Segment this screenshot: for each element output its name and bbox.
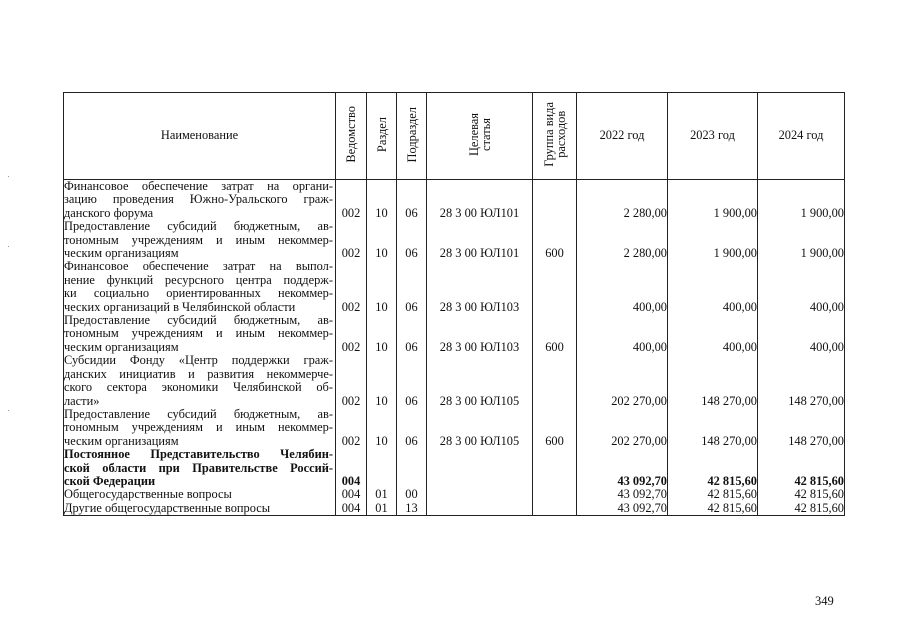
row-expense-group [533,488,577,501]
row-expense-group: 600 [533,220,577,260]
row-subsection: 06 [397,180,427,221]
row-name-line: данского форума [64,205,154,220]
row-name-line: Предоставление субсидий бюджетным, ав- [64,406,333,421]
row-amount-2023: 148 270,00 [668,408,758,448]
row-name [64,260,336,314]
table-row [64,408,845,448]
row-amount-2023: 1 900,00 [668,180,758,221]
row-dept: 002 [336,220,367,260]
row-amount-2022: 400,00 [577,260,668,314]
row-subsection: 06 [397,314,427,354]
row-name-line: ческим организациям [64,433,179,448]
row-name-line: данских инициатив и развития некоммерче- [64,366,333,381]
row-section: 10 [367,180,397,221]
row-target-article: 28 3 00 ЮЛ105 [427,408,533,448]
row-dept: 002 [336,314,367,354]
row-amount-2024: 42 815,60 [758,502,845,516]
table-row [64,260,845,314]
row-target-article [427,448,533,488]
row-amount-2024: 400,00 [758,260,845,314]
scan-speck [8,246,9,247]
row-name-line: Финансовое обеспечение затрат на органи- [64,179,333,193]
budget-table [63,92,845,516]
row-amount-2022: 2 280,00 [577,220,668,260]
row-amount-2022: 2 280,00 [577,180,668,221]
page-number: 349 [815,594,834,608]
row-name [64,408,336,448]
header-2024: 2024 год [758,93,845,180]
row-name-line: ки социально ориентированных некоммер- [64,286,333,301]
row-name-line: ской Федерации [64,473,156,488]
row-target-article [427,502,533,516]
row-name-line: ческим организациям [64,339,179,354]
row-section: 10 [367,260,397,314]
row-amount-2023: 400,00 [668,314,758,354]
row-amount-2024: 148 270,00 [758,408,845,448]
row-dept: 004 [336,502,367,516]
row-name [64,448,336,488]
row-section: 10 [367,220,397,260]
table-row [64,488,845,501]
row-name-line: зацию проведения Южно-Уральского граж- [64,192,333,207]
row-section: 01 [367,488,397,501]
row-amount-2022: 202 270,00 [577,408,668,448]
row-name-line: ской области при Правительстве Россий- [64,460,333,475]
row-name [64,220,336,260]
table-row [64,354,845,408]
header-subsection: Подраздел [397,93,427,180]
row-target-article: 28 3 00 ЮЛ101 [427,180,533,221]
row-target-article: 28 3 00 ЮЛ103 [427,260,533,314]
row-name [64,354,336,408]
header-expense-group: Группа вида расходов [533,93,577,180]
row-expense-group [533,502,577,516]
header-target-article: Целевая статья [427,93,533,180]
row-dept: 004 [336,448,367,488]
table-row [64,502,845,516]
row-amount-2024: 148 270,00 [758,354,845,408]
row-amount-2023: 42 815,60 [668,488,758,501]
row-target-article: 28 3 00 ЮЛ105 [427,354,533,408]
row-expense-group [533,448,577,488]
row-expense-group: 600 [533,314,577,354]
table-row [64,180,845,221]
row-name [64,488,336,501]
row-name-line: тономным учреждениям и иным некоммер- [64,420,333,435]
row-amount-2023: 400,00 [668,260,758,314]
row-section [367,448,397,488]
row-subsection: 00 [397,488,427,501]
row-expense-group [533,180,577,221]
row-name [64,314,336,354]
row-name-line: Другие общегосударственные вопросы [64,500,271,515]
table-row [64,220,845,260]
row-name-line: тономным учреждениям и иным некоммер- [64,326,333,341]
row-name-line: Предоставление субсидий бюджетным, ав- [64,219,333,234]
row-dept: 002 [336,408,367,448]
row-subsection: 06 [397,260,427,314]
row-target-article: 28 3 00 ЮЛ103 [427,314,533,354]
row-amount-2023: 1 900,00 [668,220,758,260]
row-name-line: ского сектора экономики Челябинской об- [64,380,333,395]
table-row [64,314,845,354]
row-amount-2024: 1 900,00 [758,180,845,221]
row-expense-group: 600 [533,408,577,448]
row-amount-2023: 148 270,00 [668,354,758,408]
row-name-line: Общегосударственные вопросы [64,487,232,502]
table-row [64,448,845,488]
row-name-line: тономным учреждениям и иным некоммер- [64,232,333,247]
row-section: 10 [367,408,397,448]
header-name: Наименование [64,93,336,180]
row-amount-2024: 1 900,00 [758,220,845,260]
row-name-line: Финансовое обеспечение затрат на выпол- [64,259,333,274]
row-amount-2022: 400,00 [577,314,668,354]
row-name-line: ласти» [64,393,100,408]
row-amount-2024: 42 815,60 [758,488,845,501]
header-dept: Ведомство [336,93,367,180]
row-amount-2022: 202 270,00 [577,354,668,408]
table-body [64,180,845,516]
row-amount-2024: 42 815,60 [758,448,845,488]
row-subsection: 06 [397,220,427,260]
row-name [64,502,336,516]
row-name [64,180,336,221]
row-dept: 002 [336,180,367,221]
header-2022: 2022 год [577,93,668,180]
row-name-line: Постоянное Представительство Челябин- [64,447,333,462]
header-2023: 2023 год [668,93,758,180]
row-amount-2023: 42 815,60 [668,448,758,488]
row-subsection: 06 [397,408,427,448]
row-name-line: ческим организациям [64,246,179,261]
row-dept: 002 [336,354,367,408]
header-section: Раздел [367,93,397,180]
row-amount-2022: 43 092,70 [577,448,668,488]
row-subsection: 13 [397,502,427,516]
row-amount-2023: 42 815,60 [668,502,758,516]
table-header-row [64,93,845,180]
row-target-article [427,488,533,501]
row-expense-group [533,260,577,314]
row-expense-group [533,354,577,408]
row-target-article: 28 3 00 ЮЛ101 [427,220,533,260]
row-section: 10 [367,354,397,408]
row-name-line: нение функций ресурсного центра поддерж- [64,272,333,287]
row-section: 01 [367,502,397,516]
scan-speck [8,410,9,411]
row-dept: 004 [336,488,367,501]
row-name-line: Субсидии Фонду «Центр поддержки граж- [64,353,333,368]
scan-speck [8,176,9,177]
row-section: 10 [367,314,397,354]
row-amount-2024: 400,00 [758,314,845,354]
row-amount-2022: 43 092,70 [577,502,668,516]
row-subsection: 06 [397,354,427,408]
row-amount-2022: 43 092,70 [577,488,668,501]
row-name-line: ческих организаций в Челябинской области [64,299,296,314]
row-name-line: Предоставление субсидий бюджетным, ав- [64,313,333,328]
row-subsection [397,448,427,488]
row-dept: 002 [336,260,367,314]
